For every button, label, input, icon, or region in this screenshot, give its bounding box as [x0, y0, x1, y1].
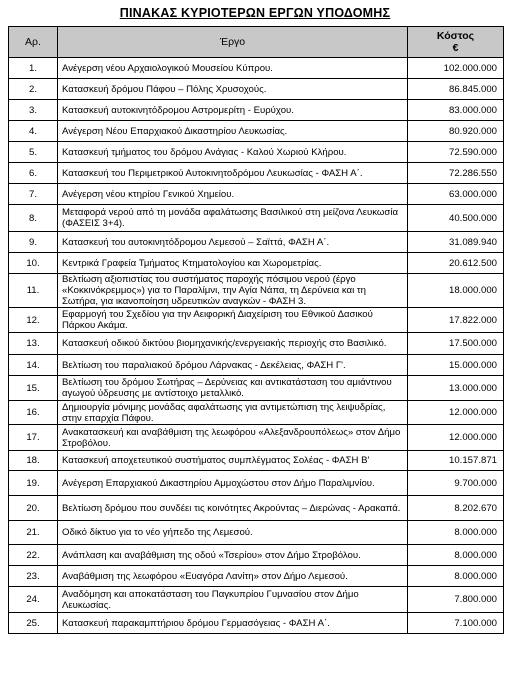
- table-row: [9, 425, 504, 451]
- row-cost: 20.612.500: [408, 253, 504, 274]
- table-row: [9, 587, 504, 613]
- row-cost: 31.089.940: [408, 232, 504, 253]
- row-number: 11.: [9, 274, 58, 308]
- row-project: Ανέγερση νέου Αρχαιολογικού Μουσείου Κύπρου.: [58, 58, 408, 79]
- row-cost: 17.822.000: [408, 308, 504, 333]
- table-row: [9, 163, 504, 184]
- row-cost: 12.000.000: [408, 425, 504, 451]
- row-number: 21.: [9, 521, 58, 545]
- header-project: Έργο: [58, 27, 408, 58]
- row-project: Κατασκευή αυτοκινητόδρομου Αστρομερίτη - Ευρύχου.: [58, 100, 408, 121]
- table-row: [9, 471, 504, 496]
- table-row: [9, 274, 504, 308]
- table-header-row: [9, 27, 504, 58]
- row-number: 13.: [9, 333, 58, 355]
- row-project: Αναβάθμιση της λεωφόρου «Ευαγόρα Λανίτη» στον Δήμο Λεμεσού.: [58, 566, 408, 587]
- row-project: Βελτίωση δρόμου που συνδέει τις κοινότητες Ακρούντας – Διερώνας - Αρακαπά.: [58, 496, 408, 521]
- row-cost: 72.286.550: [408, 163, 504, 184]
- table-row: [9, 401, 504, 425]
- table-row: [9, 496, 504, 521]
- table-row: [9, 205, 504, 232]
- row-number: 17.: [9, 425, 58, 451]
- row-number: 15.: [9, 376, 58, 401]
- row-cost: 10.157.871: [408, 451, 504, 471]
- row-cost: 8.000.000: [408, 545, 504, 566]
- row-number: 23.: [9, 566, 58, 587]
- row-number: 9.: [9, 232, 58, 253]
- row-cost: 83.000.000: [408, 100, 504, 121]
- row-number: 2.: [9, 79, 58, 100]
- row-project: Μεταφορά νερού από τη μονάδα αφαλάτωσης Βασιλικού στη μείζονα Λευκωσία (ΦΑΣΕΙΣ 3+4).: [58, 205, 408, 232]
- row-project: Κατασκευή αποχετευτικού συστήματος συμπλέγματος Σολέας - ΦΑΣΗ Β': [58, 451, 408, 471]
- row-number: 10.: [9, 253, 58, 274]
- row-project: Ανέγερση Επαρχιακού Δικαστηρίου Αμμοχώστου στον Δήμο Παραλιμνίου.: [58, 471, 408, 496]
- row-project: Ανέγερση νέου κτηρίου Γενικού Χημείου.: [58, 184, 408, 205]
- row-cost: 13.000.000: [408, 376, 504, 401]
- table-row: [9, 142, 504, 163]
- row-project: Εφαρμογή του Σχεδίου για την Αειφορική Διαχείριση του Εθνικού Δασικού Πάρκου Ακάμα.: [58, 308, 408, 333]
- table-row: [9, 232, 504, 253]
- row-number: 5.: [9, 142, 58, 163]
- row-cost: 63.000.000: [408, 184, 504, 205]
- table-row: [9, 545, 504, 566]
- row-project: Βελτίωση του παραλιακού δρόμου Λάρνακας - Δεκέλειας, ΦΑΣΗ Γ'.: [58, 355, 408, 376]
- row-number: 8.: [9, 205, 58, 232]
- table-row: [9, 121, 504, 142]
- row-cost: 17.500.000: [408, 333, 504, 355]
- table-row: [9, 355, 504, 376]
- row-cost: 7.800.000: [408, 587, 504, 613]
- row-number: 4.: [9, 121, 58, 142]
- table-row: [9, 58, 504, 79]
- table-body: [9, 58, 504, 634]
- table-row: [9, 521, 504, 545]
- row-number: 24.: [9, 587, 58, 613]
- header-cost: [408, 27, 504, 58]
- row-number: 1.: [9, 58, 58, 79]
- table-row: [9, 451, 504, 471]
- row-project: Κεντρικά Γραφεία Τμήματος Κτηματολογίου και Χωρομετρίας.: [58, 253, 408, 274]
- row-cost: 7.100.000: [408, 613, 504, 634]
- row-cost: 18.000.000: [408, 274, 504, 308]
- row-number: 12.: [9, 308, 58, 333]
- row-project: Κατασκευή του αυτοκινητόδρομου Λεμεσού – Σαϊττά, ΦΑΣΗ Α΄.: [58, 232, 408, 253]
- row-cost: 8.000.000: [408, 566, 504, 587]
- table-row: [9, 184, 504, 205]
- row-number: 19.: [9, 471, 58, 496]
- row-cost: 8.202.670: [408, 496, 504, 521]
- row-number: 25.: [9, 613, 58, 634]
- row-cost: 80.920.000: [408, 121, 504, 142]
- row-number: 6.: [9, 163, 58, 184]
- row-cost: 86.845.000: [408, 79, 504, 100]
- row-project: Κατασκευή δρόμου Πάφου – Πόλης Χρυσοχούς.: [58, 79, 408, 100]
- row-cost: 8.000.000: [408, 521, 504, 545]
- table-row: [9, 100, 504, 121]
- table-row: [9, 333, 504, 355]
- row-project: Ανέγερση Νέου Επαρχιακού Δικαστηρίου Λευκωσίας.: [58, 121, 408, 142]
- row-project: Βελτίωση αξιοπιστίας του συστήματος παροχής πόσιμου νερού (έργο «Κοκκινόκρεμμος») για το Παραλίμνι, την Αγία Νάπα, τη Δερύνεια και τη Σωτήρα, για ικανοποίηση υδρευτικών αναγκών - ΦΑΣΗ 3.: [58, 274, 408, 308]
- row-cost: 102.000.000: [408, 58, 504, 79]
- table-row: [9, 376, 504, 401]
- row-number: 7.: [9, 184, 58, 205]
- page-title: ΠΙΝΑΚΑΣ ΚΥΡΙΟΤΕΡΩΝ ΕΡΓΩΝ ΥΠΟΔΟΜΗΣ: [119, 6, 391, 20]
- row-number: 14.: [9, 355, 58, 376]
- header-number: Αρ.: [9, 27, 58, 58]
- row-cost: 12.000.000: [408, 401, 504, 425]
- row-number: 16.: [9, 401, 58, 425]
- table-row: [9, 566, 504, 587]
- table-row: [9, 79, 504, 100]
- row-project: Αναδόμηση και αποκατάσταση του Παγκυπρίου Γυμνασίου στον Δήμο Λευκωσίας.: [58, 587, 408, 613]
- row-number: 18.: [9, 451, 58, 471]
- row-project: Βελτίωση του δρόμου Σωτήρας – Δερύνειας και αντικατάσταση του αμιάντινου αγωγού ύδρευσης με αντίστοιχο μεταλλικό.: [58, 376, 408, 401]
- row-project: Κατασκευή παρακαμπτήριου δρόμου Γερμασόγειας - ΦΑΣΗ Α΄.: [58, 613, 408, 634]
- row-cost: 40.500.000: [408, 205, 504, 232]
- row-project: Ανακατασκευή και αναβάθμιση της λεωφόρου «Αλεξανδρουπόλεως» στον Δήμο Στροβόλου.: [58, 425, 408, 451]
- row-project: Οδικό δίκτυο για το νέο γήπεδο της Λεμεσού.: [58, 521, 408, 545]
- row-number: 20.: [9, 496, 58, 521]
- row-project: Κατασκευή τμήματος του δρόμου Ανάγιας - Καλού Χωριού Κλήρου.: [58, 142, 408, 163]
- row-project: Ανάπλαση και αναβάθμιση της οδού «Τσερίου» στον Δήμο Στροβόλου.: [58, 545, 408, 566]
- row-number: 3.: [9, 100, 58, 121]
- header-cost-label: Κόστος: [436, 30, 475, 42]
- row-cost: 9.700.000: [408, 471, 504, 496]
- row-cost: 15.000.000: [408, 355, 504, 376]
- row-project: Κατασκευή οδικού δικτύου βιομηχανικής/ενεργειακής περιοχής στο Βασιλικό.: [58, 333, 408, 355]
- table-row: [9, 308, 504, 333]
- table-row: [9, 613, 504, 634]
- projects-table: [8, 26, 504, 634]
- header-currency: €: [452, 42, 459, 54]
- row-project: Κατασκευή του Περιμετρικού Αυτοκινητοδρόμου Λευκωσίας - ΦΑΣΗ Α΄.: [58, 163, 408, 184]
- row-project: Δημιουργία μόνιμης μονάδας αφαλάτωσης για αντιμετώπιση της λειψυδρίας, στην επαρχία Πάφου.: [58, 401, 408, 425]
- row-number: 22.: [9, 545, 58, 566]
- row-cost: 72.590.000: [408, 142, 504, 163]
- table-row: [9, 253, 504, 274]
